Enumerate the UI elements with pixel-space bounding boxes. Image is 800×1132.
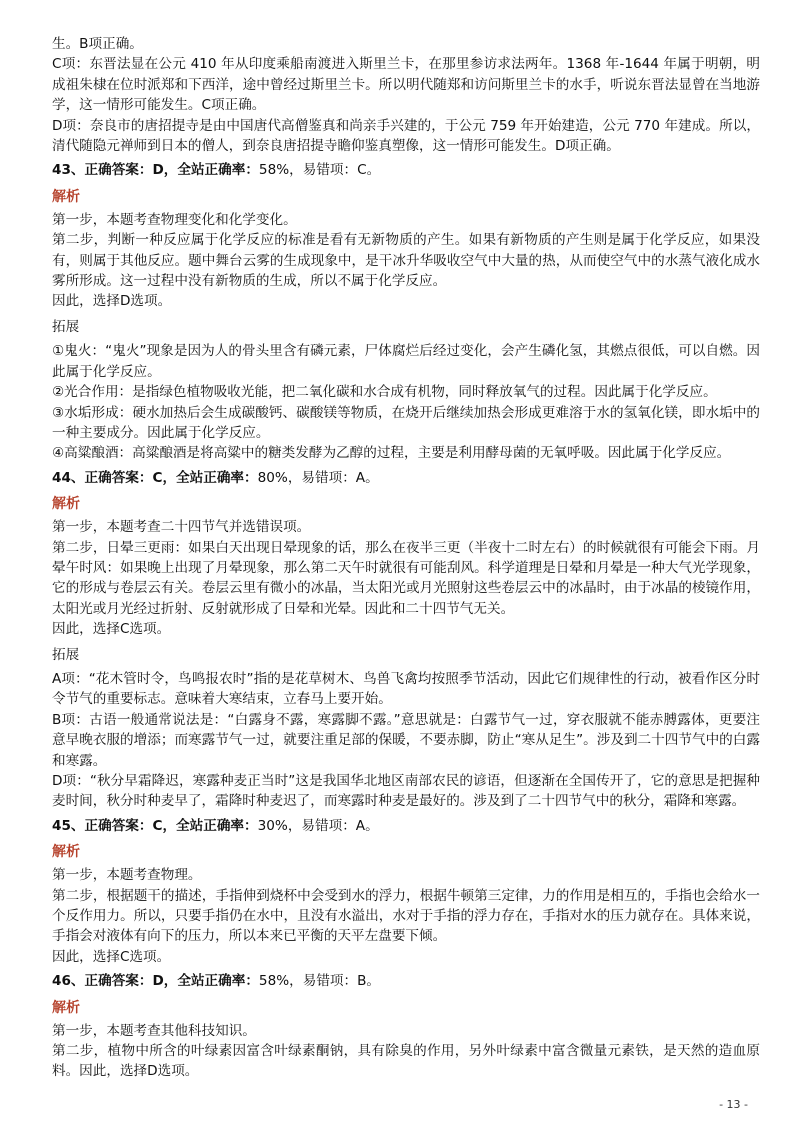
q43-ext-1: ①鬼火：“鬼火”现象是因为人的骨头里含有磷元素，尸体腐烂后经过变化，会产生磷化氢，其燃点很低，可以自燃。因此属于化学反应。	[52, 343, 760, 380]
q46-jiexi-heading: 解析	[52, 999, 80, 1016]
q46-step-1: 第一步，本题考查其他科技知识。	[52, 1022, 256, 1039]
q45-answer-line	[52, 816, 760, 836]
q43-ext-4: ④高粱酿酒：高粱酿酒是将高粱中的糖类发酵为乙醇的过程，主要是利用酵母菌的无氧呼吸。因此属于化学反应。	[52, 445, 731, 462]
q45-answer-bold: 45、正确答案：C，全站正确率：	[52, 817, 258, 834]
page-number: - 13 -	[719, 1098, 748, 1111]
q44-conclusion: 因此，选择C选项。	[52, 621, 171, 638]
q44-answer-bold: 44、正确答案：C，全站正确率：	[52, 469, 258, 486]
q46-answer-rate: 58%，易错项：B。	[258, 973, 381, 990]
q43-ext-3: ③水垢形成：硬水加热后会生成碳酸钙、碳酸镁等物质，在烧开后继续加热会形成更难溶于水的氢氧化镁，即水垢中的一种主要成分。因此属于化学反应。	[52, 404, 760, 441]
q43-step-2: 第二步，判断一种反应属于化学反应的标准是看有无新物质的产生。如果有新物质的产生则是属于化学反应，如果没有，则属于其他反应。题中舞台云雾的生成现象中，是干冰升华吸收空气中大量的热，从而使空气中的水蒸气液化成水雾所形成。这一过程中没有新物质的生成，所以不属于化学反应。	[52, 232, 760, 290]
q44-answer-rate: 80%，易错项：A。	[257, 469, 379, 486]
q43-step-1: 第一步，本题考查物理变化和化学变化。	[52, 211, 297, 228]
q45-answer-rate: 30%，易错项：A。	[257, 817, 379, 834]
q44-step-2: 第二步，日晕三更雨：如果白天出现日晕现象的话，那么在夜半三更（半夜十二时左右）的时候就很有可能会下雨。月晕午时风：如果晚上出现了月晕现象，那么第二天午时就很有可能刮风。科学道理是日晕和月晕是一种大气光学现象，它的形成与卷层云有关。卷层云里有微小的冰晶，当太阳光或月光照射这些卷层云中的冰晶时，由于冰晶的棱镜作用，太阳光或月光经过折射、反射就形成了日晕和光晕。因此和二十四节气无关。	[52, 539, 760, 617]
document-page	[52, 34, 760, 1082]
q46-answer-bold: 46、正确答案：D，全站正确率：	[52, 973, 259, 990]
q42-option-c: C项：东晋法显在公元 410 年从印度乘船南渡进入斯里兰卡，在那里参访求法两年。1368 年-1644 年属于明朝，明成祖朱棣在位时派郑和下西洋，途中曾经过斯里兰卡。所以明代随郑和访问斯里兰卡的水手，听说东晋法显曾在当地游学，这一情形可能发生。C项正确。	[52, 56, 760, 114]
q44-ext-a: A项：“花木管时令，鸟鸣报农时”指的是花草树木、鸟兽飞禽均按照季节活动，因此它们规律性的行动，被看作区分时令节气的重要标志。意味着大寒结束，立春马上要开始。	[52, 670, 760, 708]
q43-answer-line	[52, 160, 760, 180]
q45-step-2: 第二步，根据题干的描述，手指伸到烧杯中会受到水的浮力，根据牛顿第三定律，力的作用是相互的，手指也会给水一个反作用力。所以，只要手指仍在水中，且没有水溢出，水对于手指的浮力存在，手指对水的压力就存在。具体来说，手指会对液体有向下的压力，所以本来已平衡的天平左盘要下倾。	[52, 887, 760, 945]
q43-conclusion: 因此，选择D选项。	[52, 293, 172, 310]
q44-ext-d: D项：“秋分早霜降迟，寒露种麦正当时”这是我国华北地区南部农民的谚语，但逐渐在全国传开了，它的意思是把握种麦时间，秋分时种麦早了，霜降时种麦迟了，而寒露时种麦是最好的。涉及到了二十四节气中的秋分，霜降和寒露。	[52, 773, 760, 810]
q45-jiexi-heading: 解析	[52, 844, 80, 861]
q44-jiexi-heading: 解析	[52, 496, 80, 513]
q45-conclusion: 因此，选择C选项。	[52, 948, 171, 965]
q42-option-b-end: 生。B项正确。	[52, 36, 143, 52]
q43-ext-2: ②光合作用：是指绿色植物吸收光能，把二氧化碳和水合成有机物，同时释放氧气的过程。因此属于化学反应。	[52, 384, 717, 401]
q44-ext-b: B项：古语一般通常说法是：“白露身不露，寒露脚不露。”意思就是：白露节气一过，穿衣服就不能赤膊露体，更要注意早晚衣服的增添；而寒露节气一过，就要注重足部的保暖，不要赤脚，防止“寒从足生”。涉及到二十四节气中的白露和寒露。	[52, 711, 760, 769]
q45-step-1: 第一步，本题考查物理。	[52, 867, 202, 884]
q44-step-1: 第一步，本题考查二十四节气并选错误项。	[52, 519, 311, 536]
q43-tuozhan-heading: 拓展	[52, 318, 80, 335]
q44-answer-line	[52, 468, 760, 488]
q43-jiexi-heading: 解析	[52, 188, 80, 205]
q42-option-d: D项：奈良市的唐招提寺是由中国唐代高僧鉴真和尚亲手兴建的，于公元 759 年开始建造，公元 770 年建成。所以，清代随隐元禅师到日本的僧人，到奈良唐招提寺瞻仰鉴真塑像，这一情形可能发生。D项正确。	[52, 117, 760, 155]
q46-step-2: 第二步，植物中所含的叶绿素因富含叶绿素酮钠，具有除臭的作用，另外叶绿素中富含微量元素铁，是天然的造血原料。因此，选择D选项。	[52, 1043, 760, 1080]
q46-answer-line	[52, 971, 760, 991]
q43-answer-rate: 58%，易错项：C。	[258, 162, 381, 179]
q43-answer-bold: 43、正确答案：D，全站正确率：	[52, 162, 259, 179]
q44-tuozhan-heading: 拓展	[52, 646, 80, 663]
